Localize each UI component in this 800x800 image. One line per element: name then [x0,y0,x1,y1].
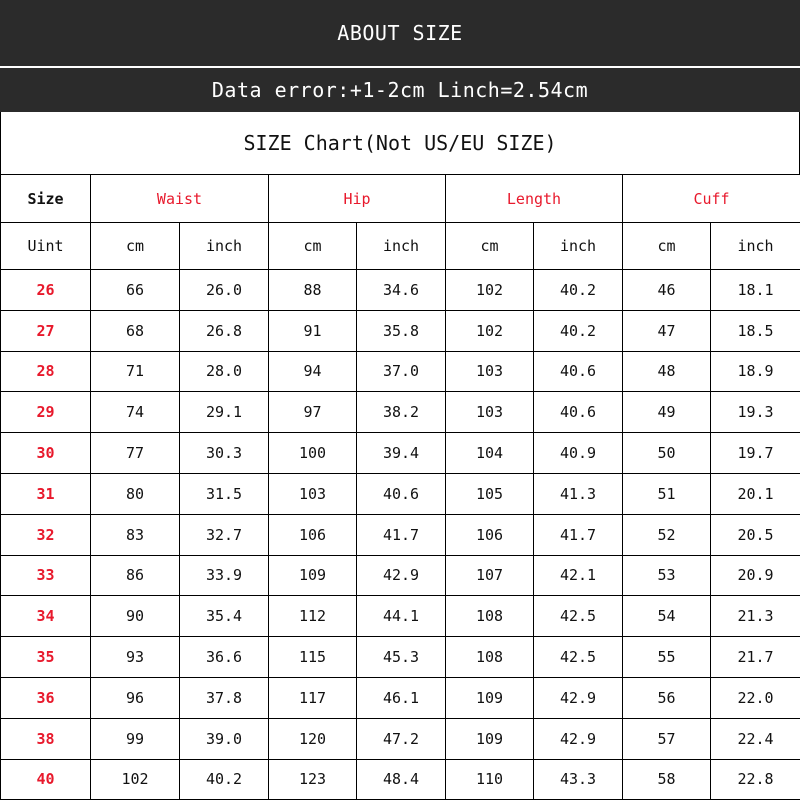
note-banner: Data error:+1-2cm Linch=2.54cm [0,68,800,112]
measurement-cell: 19.7 [711,433,800,474]
measurement-cell: 45.3 [357,637,446,678]
size-cell: 38 [1,718,91,759]
measurement-cell: 36.6 [180,637,269,678]
measurement-cell: 40.9 [534,433,623,474]
unit-header: cm [623,223,711,270]
measurement-cell: 28.0 [180,351,269,392]
measurement-cell: 68 [91,310,180,351]
table-row [1,637,800,678]
measurement-cell: 18.5 [711,310,800,351]
unit-header-row [1,223,800,270]
unit-header: cm [446,223,534,270]
size-cell: 34 [1,596,91,637]
measurement-cell: 115 [269,637,357,678]
measurement-cell: 40.6 [534,392,623,433]
unit-label: Uint [1,223,91,270]
measurement-cell: 40.2 [534,310,623,351]
measurement-cell: 109 [446,677,534,718]
measurement-cell: 102 [446,270,534,311]
measurement-cell: 33.9 [180,555,269,596]
measurement-cell: 112 [269,596,357,637]
measurement-cell: 22.0 [711,677,800,718]
measurement-cell: 18.9 [711,351,800,392]
measurement-cell: 35.4 [180,596,269,637]
measurement-cell: 26.8 [180,310,269,351]
size-table [0,174,800,800]
group-cuff: Cuff [623,175,800,223]
size-cell: 26 [1,270,91,311]
unit-header: inch [534,223,623,270]
measurement-cell: 77 [91,433,180,474]
measurement-cell: 58 [623,759,711,800]
measurement-cell: 20.1 [711,473,800,514]
measurement-cell: 83 [91,514,180,555]
measurement-cell: 108 [446,596,534,637]
size-cell: 36 [1,677,91,718]
measurement-cell: 42.9 [534,677,623,718]
measurement-cell: 40.2 [180,759,269,800]
measurement-cell: 55 [623,637,711,678]
measurement-cell: 102 [446,310,534,351]
measurement-cell: 40.6 [357,473,446,514]
measurement-cell: 107 [446,555,534,596]
table-row [1,759,800,800]
measurement-cell: 120 [269,718,357,759]
measurement-cell: 39.0 [180,718,269,759]
measurement-cell: 99 [91,718,180,759]
table-row [1,514,800,555]
measurement-cell: 49 [623,392,711,433]
measurement-cell: 52 [623,514,711,555]
table-row [1,351,800,392]
unit-header: inch [180,223,269,270]
unit-header: cm [91,223,180,270]
group-waist: Waist [91,175,269,223]
measurement-cell: 34.6 [357,270,446,311]
measurement-cell: 42.1 [534,555,623,596]
measurement-cell: 40.2 [534,270,623,311]
measurement-cell: 37.8 [180,677,269,718]
measurement-cell: 88 [269,270,357,311]
measurement-cell: 96 [91,677,180,718]
measurement-cell: 26.0 [180,270,269,311]
group-header-row [1,175,800,223]
measurement-cell: 105 [446,473,534,514]
table-row [1,310,800,351]
size-cell: 29 [1,392,91,433]
measurement-cell: 19.3 [711,392,800,433]
table-row [1,596,800,637]
measurement-cell: 100 [269,433,357,474]
measurement-cell: 74 [91,392,180,433]
measurement-cell: 102 [91,759,180,800]
measurement-cell: 42.5 [534,596,623,637]
size-cell: 33 [1,555,91,596]
measurement-cell: 103 [446,351,534,392]
measurement-cell: 18.1 [711,270,800,311]
measurement-cell: 41.7 [357,514,446,555]
measurement-cell: 94 [269,351,357,392]
measurement-cell: 53 [623,555,711,596]
measurement-cell: 48 [623,351,711,392]
measurement-cell: 106 [269,514,357,555]
measurement-cell: 46 [623,270,711,311]
table-row [1,677,800,718]
measurement-cell: 51 [623,473,711,514]
size-cell: 30 [1,433,91,474]
measurement-cell: 47 [623,310,711,351]
measurement-cell: 41.7 [534,514,623,555]
title-banner: ABOUT SIZE [0,0,800,68]
measurement-cell: 42.9 [534,718,623,759]
measurement-cell: 20.9 [711,555,800,596]
table-body [1,270,800,800]
size-label: Size [1,175,91,223]
size-cell: 35 [1,637,91,678]
measurement-cell: 42.9 [357,555,446,596]
measurement-cell: 41.3 [534,473,623,514]
measurement-cell: 46.1 [357,677,446,718]
measurement-cell: 22.8 [711,759,800,800]
measurement-cell: 22.4 [711,718,800,759]
measurement-cell: 39.4 [357,433,446,474]
measurement-cell: 44.1 [357,596,446,637]
measurement-cell: 86 [91,555,180,596]
measurement-cell: 103 [269,473,357,514]
measurement-cell: 35.8 [357,310,446,351]
size-cell: 28 [1,351,91,392]
measurement-cell: 29.1 [180,392,269,433]
measurement-cell: 40.6 [534,351,623,392]
measurement-cell: 109 [269,555,357,596]
measurement-cell: 21.3 [711,596,800,637]
measurement-cell: 108 [446,637,534,678]
measurement-cell: 104 [446,433,534,474]
unit-header: inch [357,223,446,270]
measurement-cell: 97 [269,392,357,433]
measurement-cell: 93 [91,637,180,678]
measurement-cell: 71 [91,351,180,392]
measurement-cell: 50 [623,433,711,474]
measurement-cell: 32.7 [180,514,269,555]
table-row [1,270,800,311]
measurement-cell: 103 [446,392,534,433]
size-cell: 32 [1,514,91,555]
measurement-cell: 37.0 [357,351,446,392]
measurement-cell: 106 [446,514,534,555]
table-row [1,555,800,596]
measurement-cell: 110 [446,759,534,800]
measurement-cell: 30.3 [180,433,269,474]
unit-header: cm [269,223,357,270]
measurement-cell: 80 [91,473,180,514]
size-cell: 40 [1,759,91,800]
table-row [1,392,800,433]
size-cell: 31 [1,473,91,514]
measurement-cell: 42.5 [534,637,623,678]
measurement-cell: 31.5 [180,473,269,514]
measurement-cell: 90 [91,596,180,637]
table-row [1,473,800,514]
measurement-cell: 20.5 [711,514,800,555]
measurement-cell: 117 [269,677,357,718]
measurement-cell: 109 [446,718,534,759]
measurement-cell: 43.3 [534,759,623,800]
measurement-cell: 38.2 [357,392,446,433]
measurement-cell: 123 [269,759,357,800]
group-length: Length [446,175,623,223]
measurement-cell: 66 [91,270,180,311]
table-row [1,718,800,759]
unit-header: inch [711,223,800,270]
measurement-cell: 21.7 [711,637,800,678]
measurement-cell: 57 [623,718,711,759]
measurement-cell: 54 [623,596,711,637]
table-row [1,433,800,474]
measurement-cell: 48.4 [357,759,446,800]
measurement-cell: 47.2 [357,718,446,759]
measurement-cell: 56 [623,677,711,718]
size-cell: 27 [1,310,91,351]
measurement-cell: 91 [269,310,357,351]
group-hip: Hip [269,175,446,223]
chart-subtitle: SIZE Chart(Not US/EU SIZE) [0,112,800,174]
